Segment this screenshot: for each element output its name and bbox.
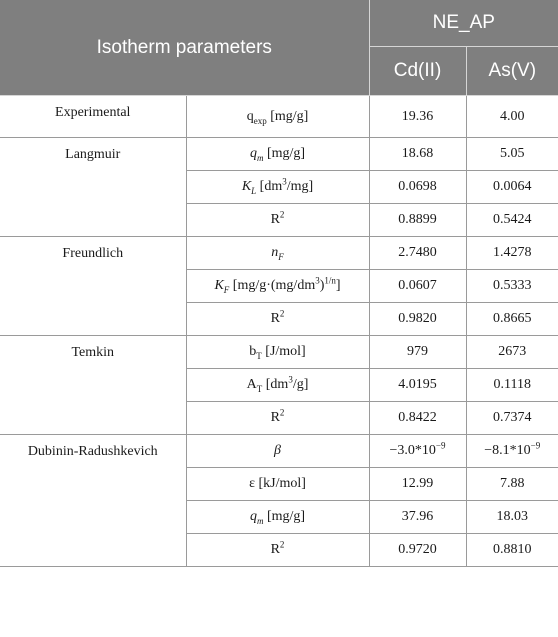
cd-value: 12.99 — [369, 468, 466, 501]
cd-value: 0.0607 — [369, 270, 466, 303]
table-row — [0, 237, 558, 270]
cd-value: 19.36 — [369, 96, 466, 138]
param-cell: $R^2$ — [186, 402, 369, 435]
cd-value: 4.0195 — [369, 369, 466, 402]
header-cd: Cd(II) — [369, 47, 466, 96]
as-value: 1.4278 — [466, 237, 558, 270]
model-langmuir: Langmuir — [0, 138, 186, 237]
cd-value: 37.96 — [369, 501, 466, 534]
as-value: 0.5333 — [466, 270, 558, 303]
model-temkin: Temkin — [0, 336, 186, 435]
as-value: 0.0064 — [466, 171, 558, 204]
as-value: 5.05 — [466, 138, 558, 171]
table-row — [0, 96, 558, 138]
header-ne-ap: NE_AP — [369, 0, 558, 47]
as-value: $-8.1*10^{-9}$ — [466, 435, 558, 468]
param-cell: ε [kJ/mol] — [186, 468, 369, 501]
model-freundlich: Freundlich — [0, 237, 186, 336]
as-value: 0.5424 — [466, 204, 558, 237]
param-cell: $b_T$ [J/mol] — [186, 336, 369, 369]
as-value: 0.1118 — [466, 369, 558, 402]
cd-value: 0.9820 — [369, 303, 466, 336]
table-row — [0, 336, 558, 369]
cd-value: 0.8422 — [369, 402, 466, 435]
as-value: 0.7374 — [466, 402, 558, 435]
param-cell: $R^2$ — [186, 303, 369, 336]
param-cell: $q_m$ [mg/g] — [186, 138, 369, 171]
as-value: 2673 — [466, 336, 558, 369]
as-value: 7.88 — [466, 468, 558, 501]
cd-value: 2.7480 — [369, 237, 466, 270]
model-dubinin-radushkevich: Dubinin-Radushkevich — [0, 435, 186, 567]
param-cell: $K_L$ $[dm^3/mg]$ — [186, 171, 369, 204]
param-cell: $R^2$ — [186, 534, 369, 567]
param-cell: $q_{exp}$ [mg/g] — [186, 96, 369, 138]
table-row — [0, 435, 558, 468]
param-cell: $A_T$ $[dm^3/g]$ — [186, 369, 369, 402]
model-experimental: Experimental — [0, 96, 186, 138]
param-cell: $n_F$ — [186, 237, 369, 270]
cd-value: 0.0698 — [369, 171, 466, 204]
param-cell: β — [186, 435, 369, 468]
as-value: 0.8665 — [466, 303, 558, 336]
as-value: 18.03 — [466, 501, 558, 534]
cd-value: 18.68 — [369, 138, 466, 171]
header-isotherm-parameters: Isotherm parameters — [0, 0, 369, 96]
param-cell: $R^2$ — [186, 204, 369, 237]
header-as: As(V) — [466, 47, 558, 96]
cd-value: 0.9720 — [369, 534, 466, 567]
table-row — [0, 138, 558, 171]
as-value: 4.00 — [466, 96, 558, 138]
param-cell: $q_m$ [mg/g] — [186, 501, 369, 534]
cd-value: $-3.0*10^{-9}$ — [369, 435, 466, 468]
as-value: 0.8810 — [466, 534, 558, 567]
cd-value: 979 — [369, 336, 466, 369]
param-cell: $K_F$ $[mg/g\cdot(mg/dm^3)^{1/n}]$ — [186, 270, 369, 303]
cd-value: 0.8899 — [369, 204, 466, 237]
